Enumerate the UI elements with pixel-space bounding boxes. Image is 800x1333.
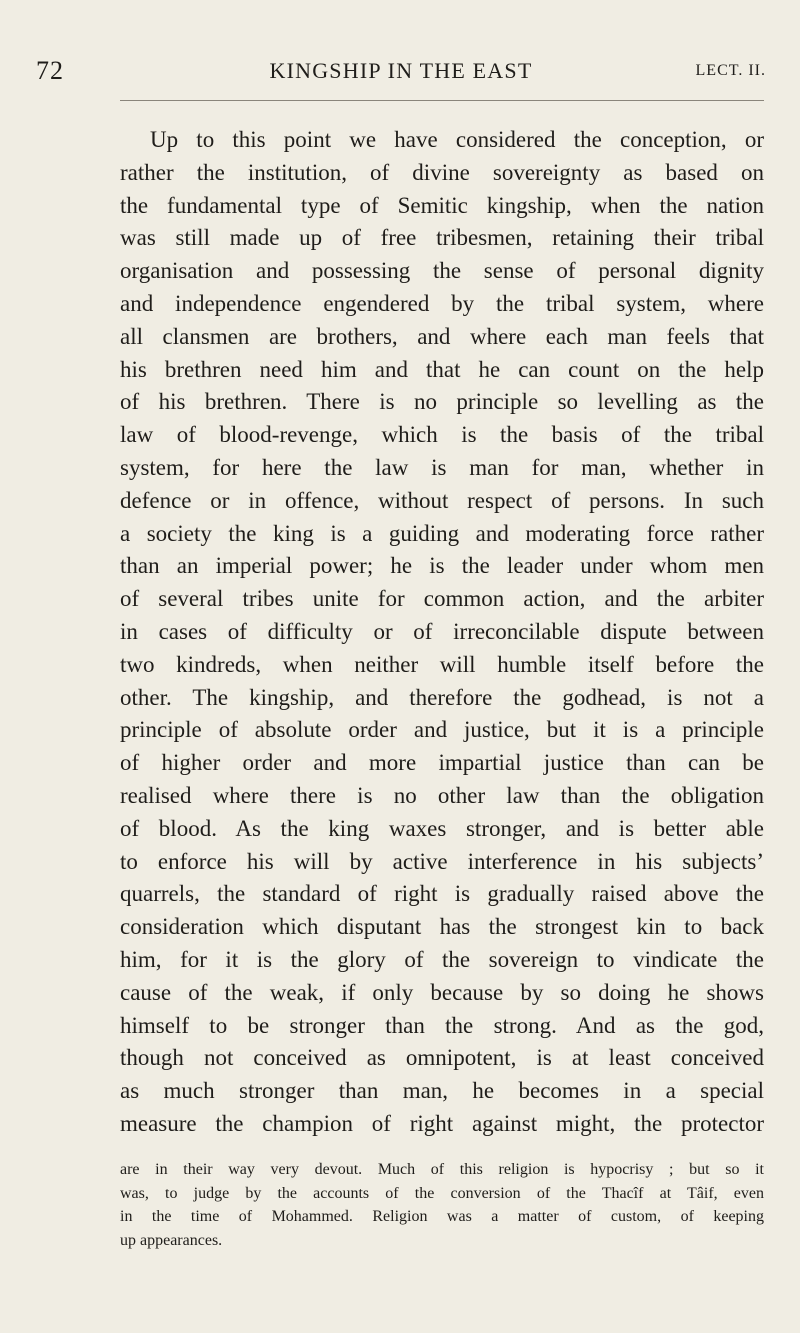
page-number: 72 xyxy=(36,56,64,85)
text-line: realised where there is no other law than the obligation xyxy=(120,782,764,808)
text-line: though not conceived as omnipotent, is at least conceived xyxy=(120,1045,764,1071)
text-line: of higher order and more impartial justice than can be xyxy=(120,750,764,776)
header-rule xyxy=(120,100,764,101)
text-line: him, for it is the glory of the sovereign to vindicate the xyxy=(120,946,764,972)
text-line: in cases of difficulty or of irreconcilable dispute between xyxy=(120,618,764,644)
footnote-line: was, to judge by the accounts of the conversion of the Thacîf at Tâif, even xyxy=(120,1184,764,1202)
text-line: defence or in offence, without respect of persons. In such xyxy=(120,487,764,513)
running-title: KINGSHIP IN THE EAST xyxy=(269,58,533,83)
text-line: consideration which disputant has the strongest kin to back xyxy=(120,914,764,940)
main-paragraph xyxy=(120,124,764,1141)
text-line: two kindreds, when neither will humble itself before the xyxy=(120,651,764,677)
text-line: quarrels, the standard of right is gradually raised above the xyxy=(120,881,764,907)
text-line: than an imperial power; he is the leader under whom men xyxy=(120,553,764,579)
text-line: principle of absolute order and justice, but it is a principle xyxy=(120,717,764,743)
text-line: cause of the weak, if only because by so doing he shows xyxy=(120,979,764,1005)
text-line: rather the institution, of divine sovereignty as based on xyxy=(120,159,764,185)
text-line: the fundamental type of Semitic kingship, when the nation xyxy=(120,192,764,218)
text-line: system, for here the law is man for man, whether in xyxy=(120,454,764,480)
text-line: of his brethren. There is no principle so levelling as the xyxy=(120,389,764,415)
footnote-line: are in their way very devout. Much of this religion is hypocrisy ; but so it xyxy=(120,1161,764,1178)
text-line: measure the champion of right against might, the protector xyxy=(120,1110,764,1136)
text-line: other. The kingship, and therefore the godhead, is not a xyxy=(120,684,764,710)
text-line: a society the king is a guiding and moderating force rather xyxy=(120,520,764,546)
text-line: and independence engendered by the tribal system, where xyxy=(120,290,764,316)
text-line: as much stronger than man, he becomes in a special xyxy=(120,1078,764,1104)
text-line: of blood. As the king waxes stronger, and is better able xyxy=(120,815,764,841)
footnote xyxy=(120,1158,764,1252)
text-line: to enforce his will by active interference in his subjects’ xyxy=(120,848,764,874)
footnote-line: in the time of Mohammed. Religion was a matter of custom, of keeping xyxy=(120,1208,764,1225)
text-line: law of blood-revenge, which is the basis of the tribal xyxy=(120,422,764,448)
text-line: organisation and possessing the sense of personal dignity xyxy=(120,258,764,284)
text-line: of several tribes unite for common action, and the arbiter xyxy=(120,586,764,612)
lecture-label: LECT. II. xyxy=(695,62,766,79)
page-header xyxy=(36,56,766,90)
text-line: Up to this point we have considered the conception, or xyxy=(150,127,764,152)
text-line: his brethren need him and that he can count on the help xyxy=(120,356,764,382)
text-line: all clansmen are brothers, and where each man feels that xyxy=(120,323,764,349)
text-line: was still made up of free tribesmen, retaining their tribal xyxy=(120,225,764,251)
footnote-line: up appearances. xyxy=(120,1231,223,1249)
text-line: himself to be stronger than the strong. And as the god, xyxy=(120,1012,764,1038)
